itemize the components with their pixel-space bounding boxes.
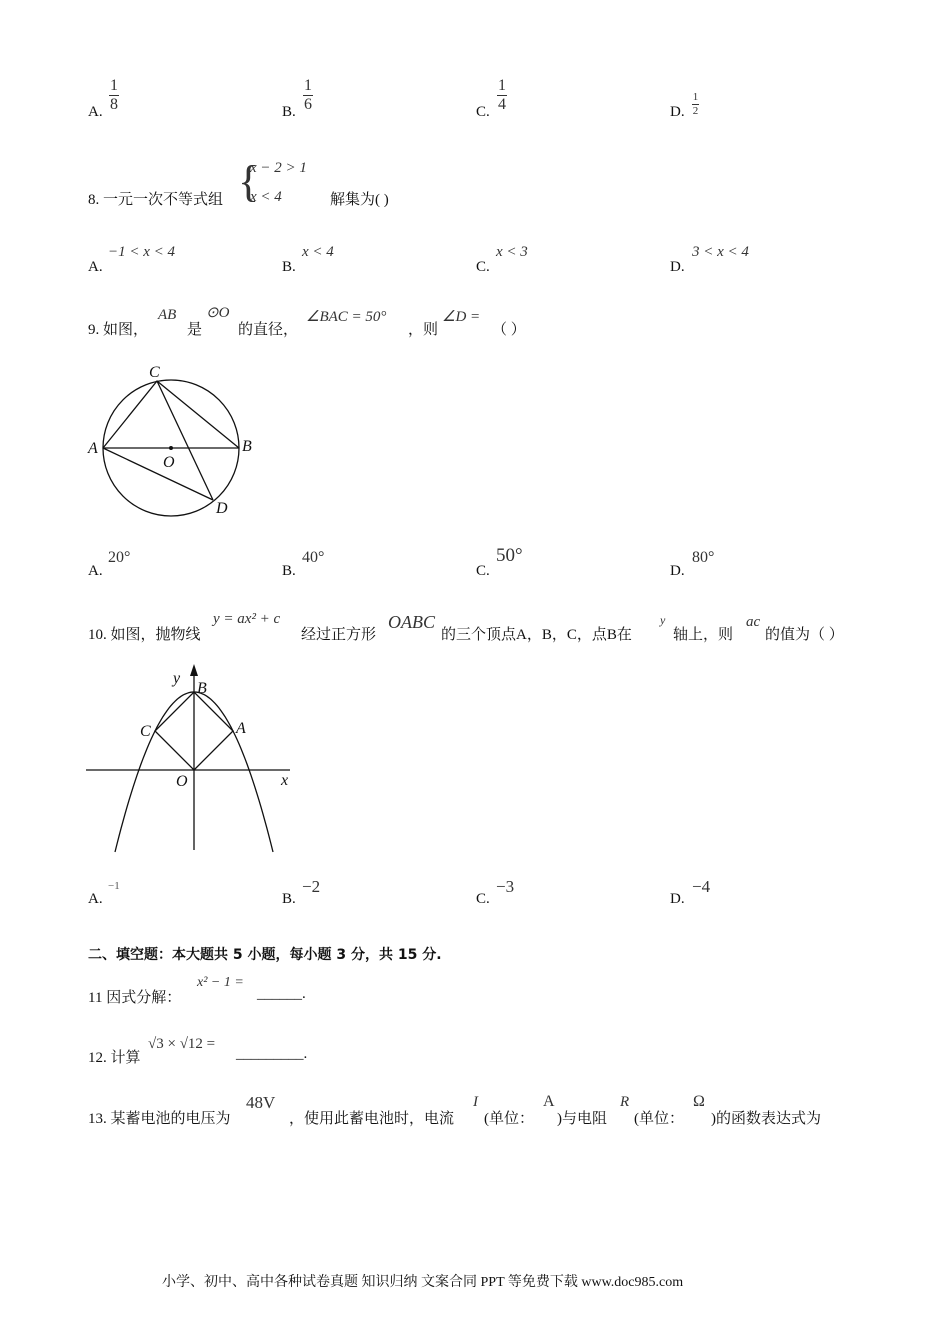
- option-fraction: [497, 78, 507, 113]
- math: x² − 1 =: [197, 975, 244, 990]
- option-value: −2: [302, 877, 321, 896]
- inequality-2: x < 4: [250, 189, 282, 205]
- y-axis-arrow: [190, 664, 198, 676]
- question-8-suffix: 解集为( ): [330, 192, 389, 208]
- answer-blank: _________.: [236, 1046, 308, 1062]
- option-label: D.: [670, 563, 685, 579]
- option-value: x < 4: [302, 244, 334, 260]
- math: A: [543, 1093, 555, 1110]
- denominator: 6: [304, 96, 312, 113]
- option-label: A.: [88, 891, 103, 907]
- text: (单位：: [634, 1111, 684, 1127]
- option-fraction: [303, 78, 313, 113]
- text: ，则: [408, 322, 439, 338]
- option-value: −3: [496, 877, 515, 896]
- option-label: C.: [476, 563, 490, 579]
- numerator: 1: [110, 77, 118, 94]
- option-fraction: [692, 92, 699, 117]
- option-label: C.: [476, 104, 490, 120]
- option-value: 40°: [302, 549, 325, 566]
- math: y: [660, 613, 666, 627]
- option-label: C.: [476, 259, 490, 275]
- numerator: 1: [304, 77, 312, 94]
- option-label: C.: [476, 891, 490, 907]
- text: 轴上，则: [673, 627, 734, 643]
- center-point: [169, 446, 173, 450]
- option-value: x < 3: [496, 244, 528, 260]
- math: Ω: [693, 1093, 705, 1110]
- text: 的直径，: [238, 322, 299, 338]
- numerator: 1: [692, 91, 699, 103]
- text: 经过正方形: [301, 627, 377, 643]
- chord-cd: [157, 381, 213, 500]
- math: R: [620, 1094, 630, 1110]
- label-c: C: [149, 364, 160, 381]
- parabola-figure: [80, 660, 310, 860]
- math: y = ax² + c: [213, 611, 281, 627]
- option-value: −1 < x < 4: [108, 244, 176, 260]
- option-label: D.: [670, 259, 685, 275]
- option-value: 50°: [496, 545, 523, 566]
- math: AB: [158, 307, 177, 323]
- label-b: B: [242, 438, 252, 455]
- math: ac: [746, 614, 761, 630]
- footer-text: 小学、初中、高中各种试卷真题 知识归纳 文案合同 PPT 等免费下载 www.doc985.com: [162, 1275, 684, 1290]
- question-8-prefix: 8. 一元一次不等式组: [88, 192, 224, 208]
- text: )与电阻: [557, 1111, 607, 1127]
- text: 的值为（ ）: [765, 627, 844, 643]
- option-fraction: [109, 78, 119, 113]
- math: OABC: [388, 612, 435, 632]
- option-label: B.: [282, 891, 296, 907]
- option-value: 3 < x < 4: [692, 244, 749, 260]
- denominator: 2: [692, 105, 699, 117]
- label-y: y: [173, 670, 181, 687]
- option-value: −1: [108, 880, 120, 892]
- label-a: A: [88, 440, 98, 457]
- triangle-abc: [103, 381, 239, 448]
- inequality-1: x − 2 > 1: [250, 160, 307, 176]
- math: I: [473, 1094, 478, 1110]
- math: ∠BAC = 50°: [306, 309, 387, 325]
- label-a: A: [236, 720, 246, 737]
- option-label: A.: [88, 104, 103, 120]
- text: ，使用此蓄电池时，电流: [289, 1111, 455, 1127]
- math: ⊙O: [206, 305, 230, 321]
- option-label: B.: [282, 563, 296, 579]
- circle-figure: [80, 360, 280, 520]
- label-o: O: [163, 454, 175, 471]
- text: 是: [187, 322, 203, 338]
- question-13-prefix: 13. 某蓄电池的电压为: [88, 1111, 231, 1127]
- section-heading: 二、填空题：本大题共 5 小题，每小题 3 分，共 15 分.: [88, 947, 442, 963]
- answer-parentheses: （ ）: [492, 322, 526, 338]
- math: ∠D =: [442, 309, 481, 325]
- label-x: x: [281, 772, 289, 789]
- label-o: O: [176, 773, 188, 790]
- option-label: A.: [88, 563, 103, 579]
- math: √3 × √12 =: [148, 1036, 216, 1052]
- answer-blank: ______.: [257, 986, 306, 1002]
- question-10-prefix: 10. 如图，抛物线: [88, 627, 201, 643]
- brace: {: [238, 157, 260, 206]
- text: 的三个顶点A，B，C，点B在: [441, 627, 632, 643]
- option-label: A.: [88, 259, 103, 275]
- math: 48V: [246, 1093, 276, 1112]
- denominator: 4: [498, 96, 506, 113]
- question-12-prefix: 12. 计算: [88, 1050, 141, 1066]
- label-c: C: [140, 723, 151, 740]
- option-value: 20°: [108, 549, 131, 566]
- option-label: B.: [282, 259, 296, 275]
- label-b: B: [197, 680, 207, 697]
- question-11-prefix: 11 因式分解：: [88, 990, 182, 1006]
- option-label: B.: [282, 104, 296, 120]
- question-9-prefix: 9. 如图，: [88, 322, 149, 338]
- label-d: D: [216, 500, 228, 517]
- option-value: 80°: [692, 549, 715, 566]
- numerator: 1: [498, 77, 506, 94]
- option-label: D.: [670, 891, 685, 907]
- text: (单位：: [484, 1111, 534, 1127]
- option-value: −4: [692, 877, 711, 896]
- denominator: 8: [110, 96, 118, 113]
- option-label: D.: [670, 104, 685, 120]
- text: )的函数表达式为: [711, 1111, 821, 1127]
